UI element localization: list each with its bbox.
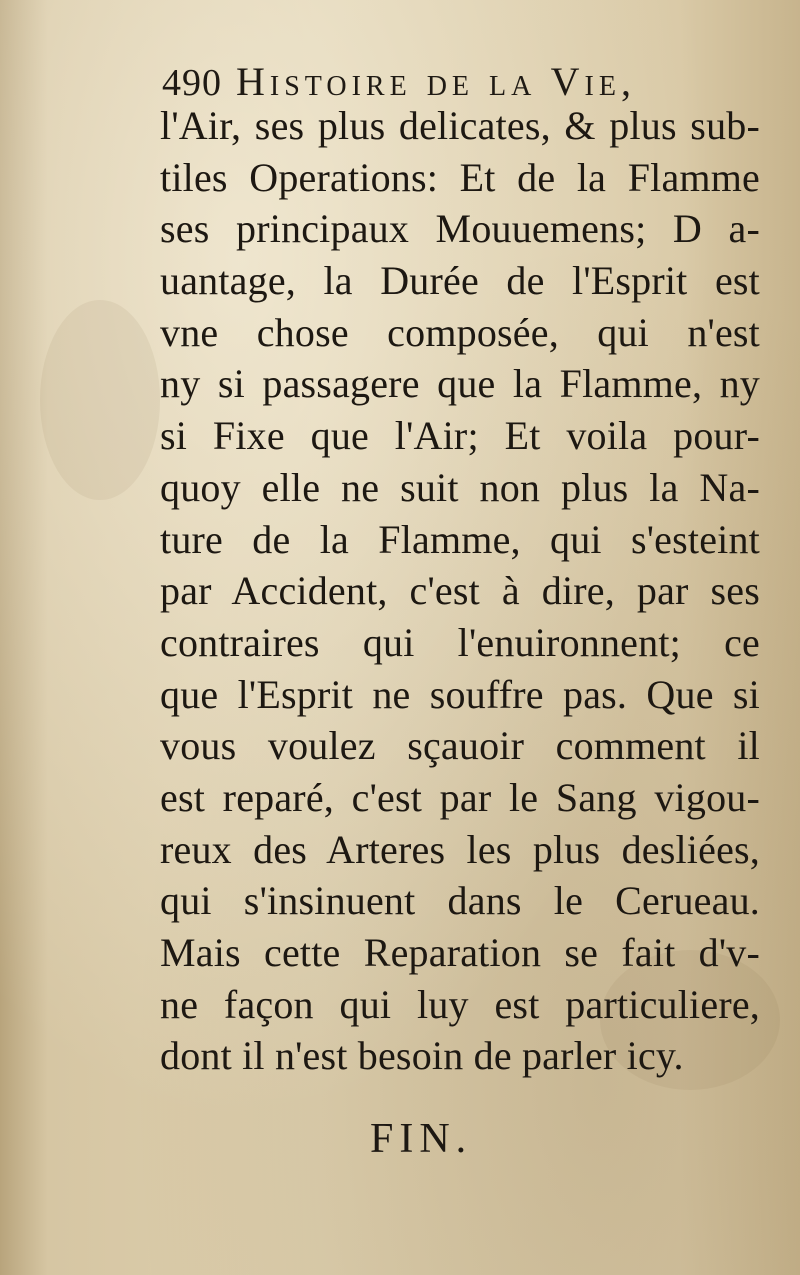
text-line: ses principaux Mouuemens; D a-: [160, 206, 760, 252]
running-head: Histoire de la Vie,: [236, 59, 636, 104]
text-line: tiles Operations: Et de la Flamme: [160, 154, 760, 200]
text-line: qui s'insinuent dans le Cerueau.: [160, 878, 760, 924]
text-line: l'Air, ses plus delicates, & plus sub-: [160, 103, 760, 148]
page-number: 490: [162, 62, 222, 104]
text-line: si Fixe que l'Air; Et voila pour-: [160, 413, 760, 459]
text-line: est reparé, c'est par le Sang vigou-: [160, 774, 760, 820]
text-line: ny si passagere que la Flamme, ny: [160, 361, 760, 407]
text-line: par Accident, c'est à dire, par ses: [160, 568, 760, 614]
text-line: vous voulez sçauoir comment il: [160, 723, 760, 769]
text-line: contraires qui l'enuironnent; ce: [160, 619, 760, 665]
text-line: ture de la Flamme, qui s'esteint: [160, 516, 760, 562]
text-line: reux des Arteres les plus desliées,: [160, 826, 760, 872]
text-line: ne façon qui luy est particuliere,: [160, 981, 760, 1027]
text-line: quoy elle ne suit non plus la Na-: [160, 464, 760, 510]
text-line: vne chose composée, qui n'est: [160, 309, 760, 355]
colophon-fin: FIN.: [370, 1116, 473, 1162]
body-text: [160, 100, 760, 1082]
text-line: Mais cette Reparation se fait d'v-: [160, 930, 760, 975]
paper-stain: [40, 300, 160, 500]
text-line: que l'Esprit ne souffre pas. Que si: [160, 671, 760, 717]
text-line: dont il n'est besoin de parler icy.: [160, 1033, 684, 1079]
text-line: uantage, la Durée de l'Esprit est: [160, 258, 760, 304]
